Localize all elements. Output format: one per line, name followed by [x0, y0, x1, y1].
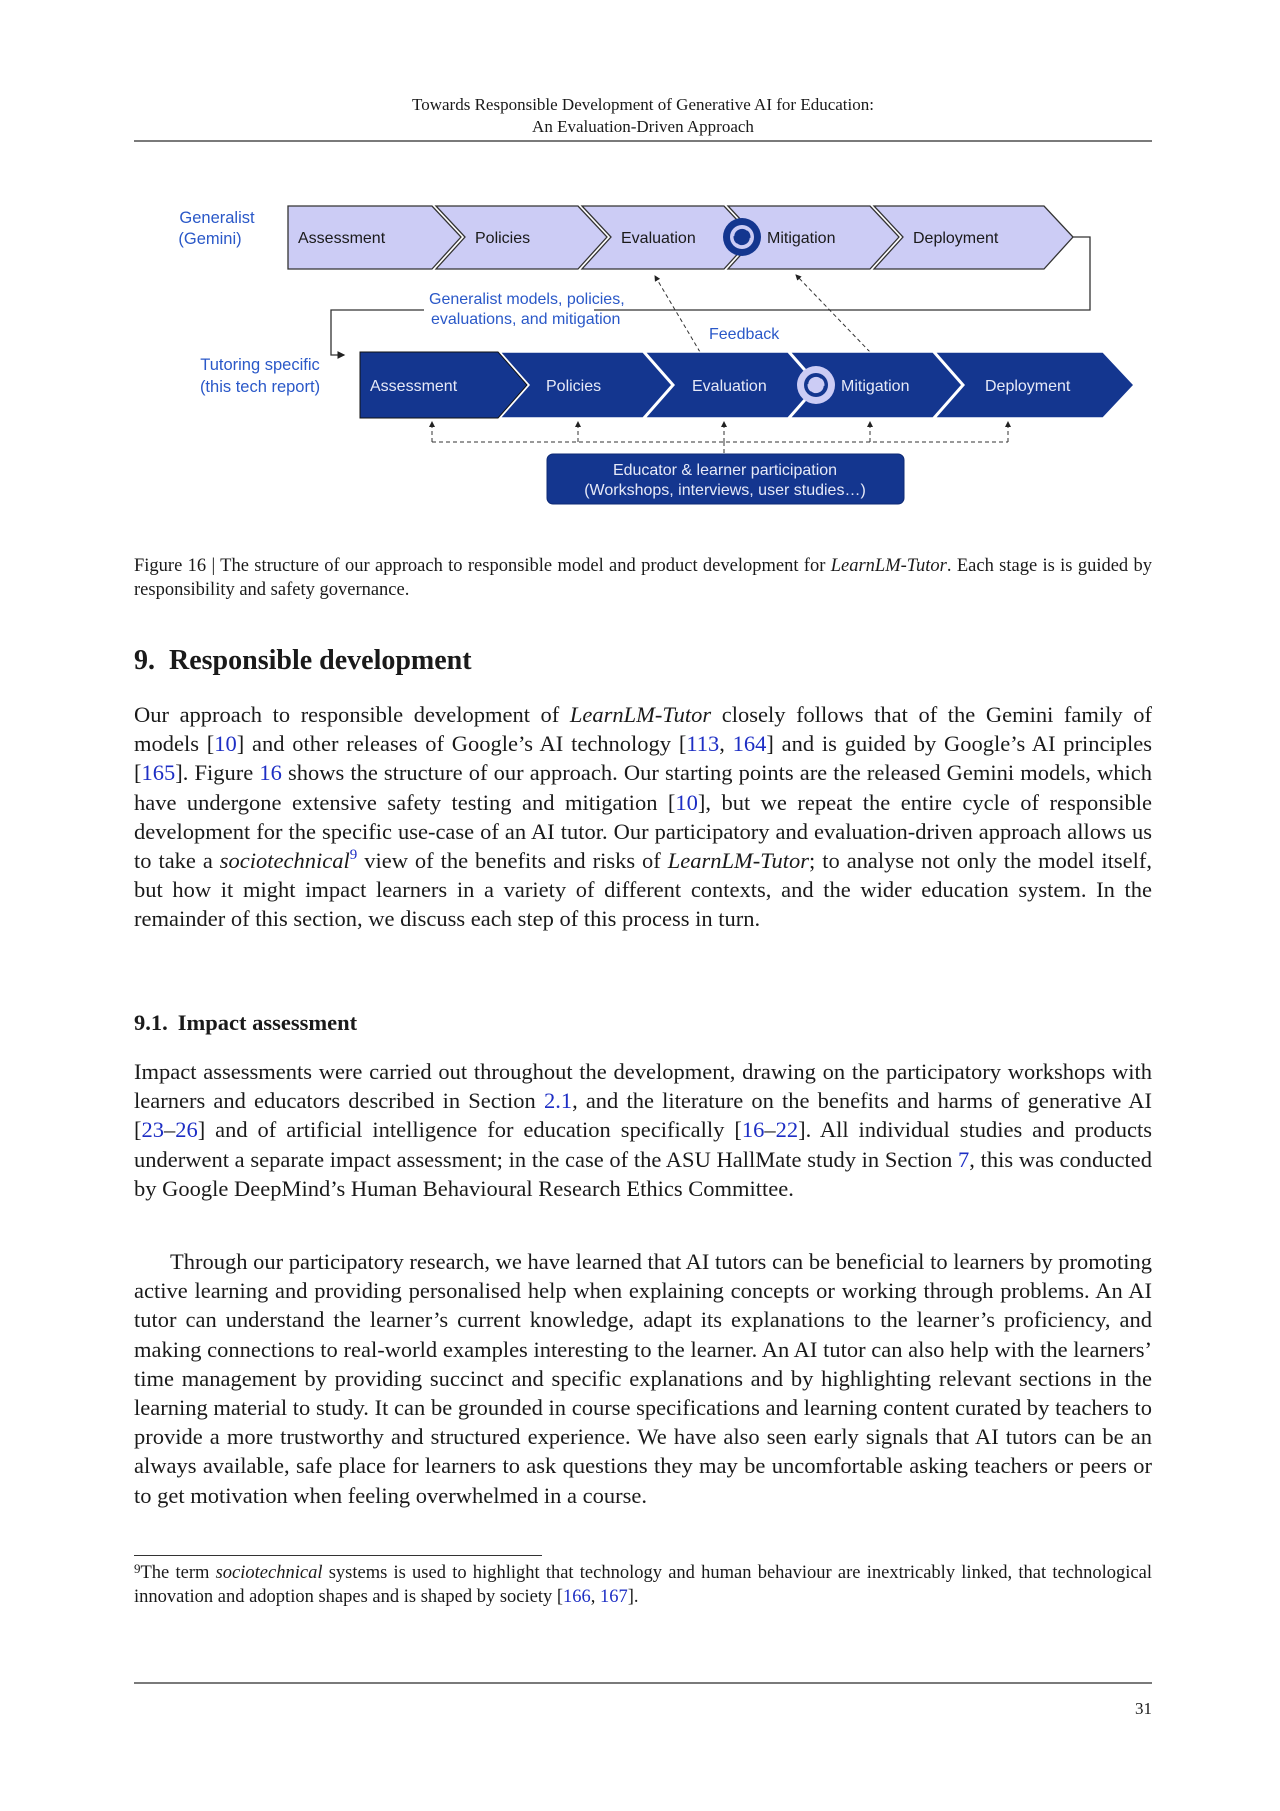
tutoring-label-line1: Tutoring specific [200, 356, 320, 374]
cycle-refresh-icon [797, 366, 835, 404]
tutoring-stage-policies: Policies [546, 378, 602, 395]
connector-label-line1: Generalist models, policies, [429, 291, 625, 308]
tutoring-stage-deployment: Deployment [985, 378, 1071, 395]
connector-label-line2: evaluations, and mitigation [431, 311, 621, 328]
figure-ref-link[interactable]: 16 [259, 760, 282, 786]
header-rule [134, 140, 1152, 142]
cycle-refresh-icon [723, 218, 761, 256]
footer-rule [134, 1682, 1152, 1684]
caption-italic: LearnLM-Tutor [830, 556, 947, 576]
section-heading [134, 643, 472, 679]
citation-link[interactable]: 16 [741, 1117, 765, 1143]
citation-link[interactable]: 22 [775, 1117, 799, 1143]
tutoring-stage-evaluation: Evaluation [692, 378, 767, 395]
footnote: $^9$The term sociotechnical systems is used to highlight that technology and human behaviour are inextricably linked, that technological innovation and adoption shapes and is shaped by society [166, 167]. [134, 1561, 1152, 1607]
subsection-title: Impact assessment [177, 1010, 358, 1035]
figure-caption [134, 554, 1152, 602]
section-number: 9. [134, 645, 155, 676]
feedback-label: Feedback [709, 326, 780, 343]
generalist-row-label [178, 209, 255, 248]
citation-link[interactable]: 165 [141, 760, 176, 786]
generalist-stage-deployment: Deployment [913, 230, 999, 247]
running-header-line1: Towards Responsible Development of Generative AI for Education: [412, 95, 874, 114]
tutoring-stage-mitigation: Mitigation [841, 378, 910, 395]
figure-16-diagram [134, 190, 1152, 520]
section-ref-link[interactable]: 7 [958, 1146, 970, 1172]
generalist-stage-policies: Policies [475, 230, 531, 247]
page-number: 31 [1135, 1699, 1152, 1718]
subsection-paragraph-2: Through our participatory research, we have learned that AI tutors can be beneficial to learners by promoting active learning and providing personalised help when explaining concepts or working through problems. An AI tutor can understand the learner’s current knowledge, adapt its explanations to the learner’s proficiency, and making connections to real-world examples interesting to the learner. An AI tutor can also help with the learners’ time management by providing succinct and specific explanations and by highlighting relevant sections in the learning material to study. It can be grounded in course specifications and learning content curated by teachers to provide a more trustworthy and structured experience. We have also seen early signals that AI tutors can be an always available, safe place for learners to ask questions they may be uncomfortable asking teachers or peers or to get motivation when feeling overwhelmed in a course. [134, 1249, 1152, 1508]
participation-line2: (Workshops, interviews, user studies…) [584, 482, 866, 499]
citation-link[interactable]: 167 [600, 1587, 628, 1607]
participation-box [547, 454, 904, 504]
citation-link[interactable]: 166 [563, 1587, 591, 1607]
participation-connectors [432, 422, 1008, 454]
citation-link[interactable]: 10 [214, 731, 237, 757]
tutoring-row-label [200, 356, 320, 396]
footnote-ref-link[interactable]: 9 [349, 847, 358, 864]
subsection-heading [134, 1008, 357, 1038]
citation-link[interactable]: 164 [732, 731, 767, 757]
running-header [134, 94, 1152, 138]
citation-link[interactable]: 113 [686, 731, 720, 757]
tutoring-stage-assessment: Assessment [370, 378, 458, 395]
section-title: Responsible development [169, 645, 472, 676]
generalist-label-line2: (Gemini) [178, 230, 242, 248]
citation-link[interactable]: 26 [175, 1117, 198, 1143]
citation-link[interactable]: 10 [675, 789, 698, 815]
subsection-paragraph-1: Impact assessments were carried out throughout the development, drawing on the participatory workshops with learners and educators described in Section 2.1, and the literature on the benefits and harms of generative AI [23–26] and of artificial intelligence for education specifically [16–22]. All individual studies and products underwent a separate impact assessment; in the case of the ASU HallMate study in Section 7, this was conducted by Google DeepMind’s Human Behavioural Research Ethics Committee. [134, 1059, 1153, 1201]
citation-link[interactable]: 23 [141, 1117, 164, 1143]
generalist-stage-mitigation: Mitigation [767, 230, 836, 247]
caption-text-end: . Each stage is is guided by responsibility and safety governance. [134, 556, 1153, 600]
subsection-number: 9.1. [134, 1010, 168, 1035]
footnote-rule [134, 1555, 542, 1556]
section-ref-link[interactable]: 2.1 [543, 1088, 573, 1114]
caption-text: Figure 16 | The structure of our approach to responsible model and product development for [134, 556, 831, 576]
generalist-stage-evaluation: Evaluation [621, 230, 696, 247]
section-paragraph: Our approach to responsible development of LearnLM-Tutor closely follows that of the Gemini family of models [10] and other releases of Google’s AI technology [113, 164] and is guided by Google’s AI principles [165]. Figure 16 shows the structure of our approach. Our starting points are the released Gemini models, which have undergone extensive safety testing and mitigation [10], but we repeat the entire cycle of responsible development for the specific use-case of an AI tutor. Our participatory and evaluation-driven approach allows us to take a sociotechnical$^9$ view of the benefits and risks of LearnLM-Tutor; to analyse not only the model itself, but how it might impact learners in a variety of different contexts, and the wider education system. In the remainder of this section, we discuss each step of this process in turn. [134, 702, 1152, 932]
running-header-line2: An Evaluation-Driven Approach [532, 117, 754, 136]
generalist-stage-assessment: Assessment [298, 230, 386, 247]
participation-line1: Educator & learner participation [612, 462, 838, 479]
generalist-label-line1: Generalist [179, 209, 255, 227]
tutoring-label-line2: (this tech report) [199, 378, 321, 396]
footnote-marker: 9 [134, 1561, 141, 1576]
